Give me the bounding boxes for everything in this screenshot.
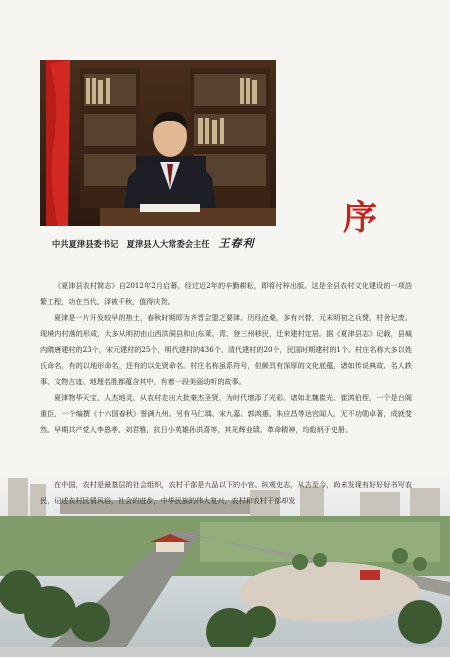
portrait-photo bbox=[40, 60, 276, 226]
portrait-illustration bbox=[40, 60, 276, 226]
paragraph: 在中国，农村是最基层的社会组织，农村干部是九品以下的小官。纵观史志，从古至今，尚未发现有好好好书写农民，记述农村民情风俗，社会的进步，中华民族的伟大复兴，农村和农村干部却发 bbox=[40, 480, 412, 505]
body-text bbox=[40, 278, 412, 438]
paragraph: 夏津是一片开发较早的热土，春秋时期即为齐晋会盟之要津。历经沧桑，多有兴替，元末明初之兵燹，村舍圮废。现境内村落的形成，大多从明初由山西洪洞县和山东莱、青、登三州移民，迁来建村定居。据《夏津县志》记载，县城内隋唐建村的23个，宋元建村的25个，明代建村的436个，清代建村的20个，民国时期建村的1个。村庄名称大多以姓氏命名，有的以地形命名，还有的以先贤命名。村庄名称虽系符号，但颇具有深厚的文化底蕴，诸如传说典故、名人轶事、文物古迹、地理名胜都蕴含其中，有着一段美丽动听的故事。 bbox=[40, 313, 412, 386]
caption-title: 中共夏津县委书记 夏津县人大常委会主任 bbox=[52, 239, 210, 249]
preface-heading: 序 bbox=[343, 198, 377, 238]
paragraph: 夏津物华天宝，人杰地灵，从农村走出大批豪杰圣贤，为时代增添了光彩。诸如北魏崔光、崔鸿伯侄，一个是台阁重臣，一个编撰《十六国春秋》誉满九州。另有马仁瑀、宋九嘉、郭鸿惠、朱应昌等达官闻人，无不功勋卓著，成就斐然。早期共产党人李恩孝、刘君雅，抗日小英雄孙洪喜等，其光辉业绩、革命精神，均彪炳于史册。 bbox=[40, 393, 412, 434]
author-signature: 王春利 bbox=[218, 237, 255, 250]
aerial-overlay-text bbox=[40, 477, 412, 509]
caption bbox=[52, 235, 292, 251]
paragraph: 《夏津县农村简志》自2012年2月启幕，经过近2年的辛勤耕耘，即将付梓出版。这是全县农村文化建设的一项浩繁工程，功在当代、泽被千秋，值得庆贺。 bbox=[40, 281, 412, 306]
